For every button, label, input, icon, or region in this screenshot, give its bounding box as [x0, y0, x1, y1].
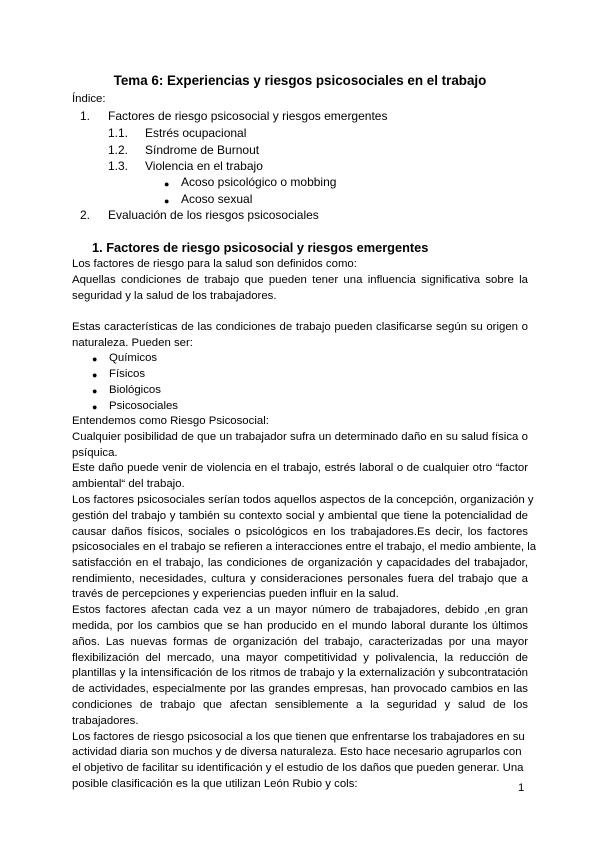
section-heading: 1. Factores de riesgo psicosocial y riesgos emergentes [92, 240, 429, 255]
paragraph-line: el objetivo de facilitar su identificación y el estudio de los daños que pueden generar. Una [72, 762, 524, 774]
paragraph-line: psicosociales en el trabajo se refieren a interacciones entre el trabajo, el medio ambiente, la [72, 541, 537, 553]
paragraph-line: rendimiento, necesidades, cultura y consideraciones personales fuera del trabajo que a [72, 573, 528, 585]
paragraph-line: Los factores de riesgo psicosocial a los que tienen que enfrentarse los trabajadores en su [72, 731, 525, 743]
paragraph-line: actividad diaria son muchos y de diversa naturaleza. Esto hace necesario agruparlos con [72, 746, 522, 758]
index-label: Índice: [72, 93, 106, 105]
bullet-icon: ● [164, 179, 170, 189]
bullet-icon: ● [92, 386, 98, 396]
index-item: Factores de riesgo psicosocial y riesgos emergentes [108, 109, 388, 123]
bullet-icon: ● [92, 370, 98, 380]
paragraph-line: naturaleza. Pueden ser: [72, 337, 193, 349]
paragraph-line: ambiental“ del trabajo. [72, 478, 185, 490]
bullet-icon: ● [164, 196, 170, 206]
list-item: Biológicos [109, 384, 161, 396]
paragraph-line: gestión del trabajo y también su contexto social y ambiental que tiene la potencialidad de [72, 510, 528, 522]
paragraph-line: plantillas y la intensificación de los ritmos de trabajo y la externalización y subcontratación [72, 667, 528, 679]
index-item: Violencia en el trabajo [145, 159, 263, 173]
index-item: Síndrome de Burnout [145, 143, 260, 157]
index-num: 1. [80, 109, 91, 123]
paragraph-line: flexibilización del mercado, una mayor competitividad y polivalencia, la reducción de [72, 652, 528, 664]
paragraph-line: satisfacción en el trabajo, las condiciones de organización y capacidades del trabajador, [72, 557, 528, 569]
index-item: Acoso psicológico o mobbing [181, 175, 337, 189]
paragraph-line: Aquellas condiciones de trabajo que pueden tener una influencia significativa sobre la [72, 274, 528, 286]
paragraph-line: trabajadores. [72, 715, 139, 727]
list-item: Psicosociales [109, 400, 179, 412]
paragraph-line: causar daños físicos, sociales o psicológicos en los trabajadores.Es decir, los factores [72, 526, 528, 538]
page-number: 1 [518, 782, 525, 794]
index-num: 1.1. [108, 126, 129, 140]
list-item: Químicos [109, 352, 158, 364]
paragraph-line: Los factores psicosociales serían todos aquellos aspectos de la concepción, organización y [72, 494, 534, 506]
index-item: Acoso sexual [181, 192, 253, 206]
list-item: Físicos [109, 368, 146, 380]
paragraph-line: través de percepciones y experiencias pueden influir en la salud. [72, 588, 399, 600]
paragraph-line: Estos factores afectan cada vez a un mayor número de trabajadores, debido ,en gran [72, 604, 528, 616]
index-num: 2. [80, 208, 91, 222]
bullet-icon: ● [92, 402, 98, 412]
paragraph-line: Entendemos como Riesgo Psicosocial: [72, 415, 269, 427]
paragraph-line: medida, por los cambios que se han producido en el mundo laboral durante los últimos [72, 620, 528, 632]
index-num: 1.3. [108, 159, 129, 173]
index-num: 1.2. [108, 143, 129, 157]
paragraph-line: psíquica. [72, 447, 118, 459]
paragraph-line: posible clasificación es la que utilizan León Rubio y cols: [72, 778, 358, 790]
paragraph-line: Los factores de riesgo para la salud son definidos como: [72, 258, 357, 270]
index-item: Evaluación de los riesgos psicosociales [108, 208, 319, 222]
page-title: Tema 6: Experiencias y riesgos psicosociales en el trabajo [113, 73, 487, 88]
paragraph-line: Este daño puede venir de violencia en el trabajo, estrés laboral o de cualquier otro “factor [72, 462, 528, 474]
paragraph-line: Cualquier posibilidad de que un trabajador sufra un determinado daño en su salud física o [72, 431, 528, 443]
paragraph-line: seguridad y la salud de los trabajadores. [72, 290, 277, 302]
paragraph-line: de actividades, especialmente por las grandes empresas, han provocado cambios en las [72, 683, 528, 695]
paragraph-line: Estas características de las condiciones de trabajo pueden clasificarse según su origen o [72, 321, 528, 333]
paragraph-line: años. Las nuevas formas de organización del trabajo, caracterizadas por una mayor [72, 636, 528, 648]
bullet-icon: ● [92, 354, 98, 364]
index-item: Estrés ocupacional [145, 126, 247, 140]
paragraph-line: condiciones de trabajo que afectan sensiblemente a la seguridad y salud de los [72, 699, 528, 711]
